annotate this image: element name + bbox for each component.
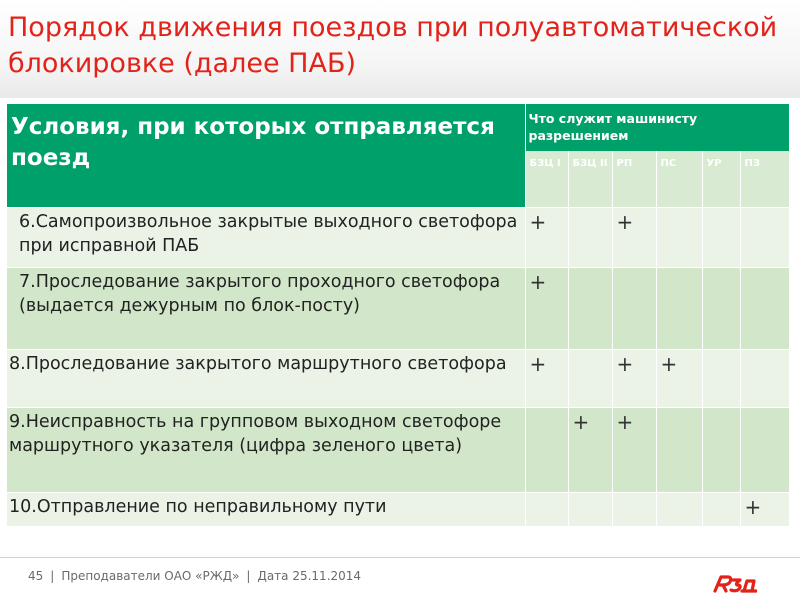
rzd-logo-icon [711, 572, 757, 594]
row-mark: + [656, 350, 702, 408]
row-mark [525, 493, 568, 526]
row-mark: + [740, 493, 789, 526]
row-mark [740, 350, 789, 408]
header-permission: Что служит машинисту разрешением [525, 104, 789, 151]
column-header: РП [612, 151, 656, 208]
row-mark [568, 350, 612, 408]
table-row [7, 268, 789, 350]
row-mark [568, 208, 612, 268]
row-condition: 7.Проследование закрытого проходного светофора (выдается дежурным по блок-посту) [7, 268, 525, 350]
row-mark [568, 493, 612, 526]
footer-separator: | [50, 569, 55, 583]
footer-divider [0, 557, 800, 558]
row-mark [656, 408, 702, 493]
column-header: БЗЦ II [568, 151, 612, 208]
row-condition: 9.Неисправность на групповом выходном светофоре маршрутного указателя (цифра зеленого цвета) [7, 408, 525, 493]
table-row [7, 350, 789, 408]
row-condition: 6.Самопроизвольное закрытые выходного светофора при исправной ПАБ [7, 208, 525, 268]
row-mark [702, 408, 740, 493]
row-mark [740, 268, 789, 350]
row-mark [656, 493, 702, 526]
column-header: ПС [656, 151, 702, 208]
row-mark: + [612, 208, 656, 268]
table-row [7, 208, 789, 268]
row-mark [525, 408, 568, 493]
page-number: 45 [28, 569, 44, 583]
train-movement-table [7, 104, 789, 526]
row-mark: + [525, 350, 568, 408]
footer [28, 569, 361, 583]
column-header: ПЗ [740, 151, 789, 208]
row-condition: 8.Проследование закрытого маршрутного светофора [7, 350, 525, 408]
header-conditions: Условия, при которых отправляется поезд [7, 104, 525, 208]
column-header: УР [702, 151, 740, 208]
row-mark: + [568, 408, 612, 493]
row-mark: + [525, 268, 568, 350]
row-mark [568, 268, 612, 350]
row-mark [702, 208, 740, 268]
table-row [7, 493, 789, 526]
footer-authors: Преподаватели ОАО «РЖД» [61, 569, 240, 583]
footer-date: Дата 25.11.2014 [257, 569, 362, 583]
table-row [7, 408, 789, 493]
row-mark [656, 208, 702, 268]
row-mark [702, 268, 740, 350]
row-condition: 10.Отправление по неправильному пути [7, 493, 525, 526]
row-mark [702, 350, 740, 408]
slide-title: Порядок движения поездов при полуавтоматической блокировке (далее ПАБ) [8, 12, 778, 79]
footer-separator: | [246, 569, 251, 583]
row-mark: + [612, 408, 656, 493]
row-mark [702, 493, 740, 526]
row-mark: + [612, 350, 656, 408]
row-mark [612, 493, 656, 526]
row-mark [740, 408, 789, 493]
row-mark [740, 208, 789, 268]
row-mark [656, 268, 702, 350]
row-mark [612, 268, 656, 350]
row-mark: + [525, 208, 568, 268]
column-header: БЗЦ I [525, 151, 568, 208]
